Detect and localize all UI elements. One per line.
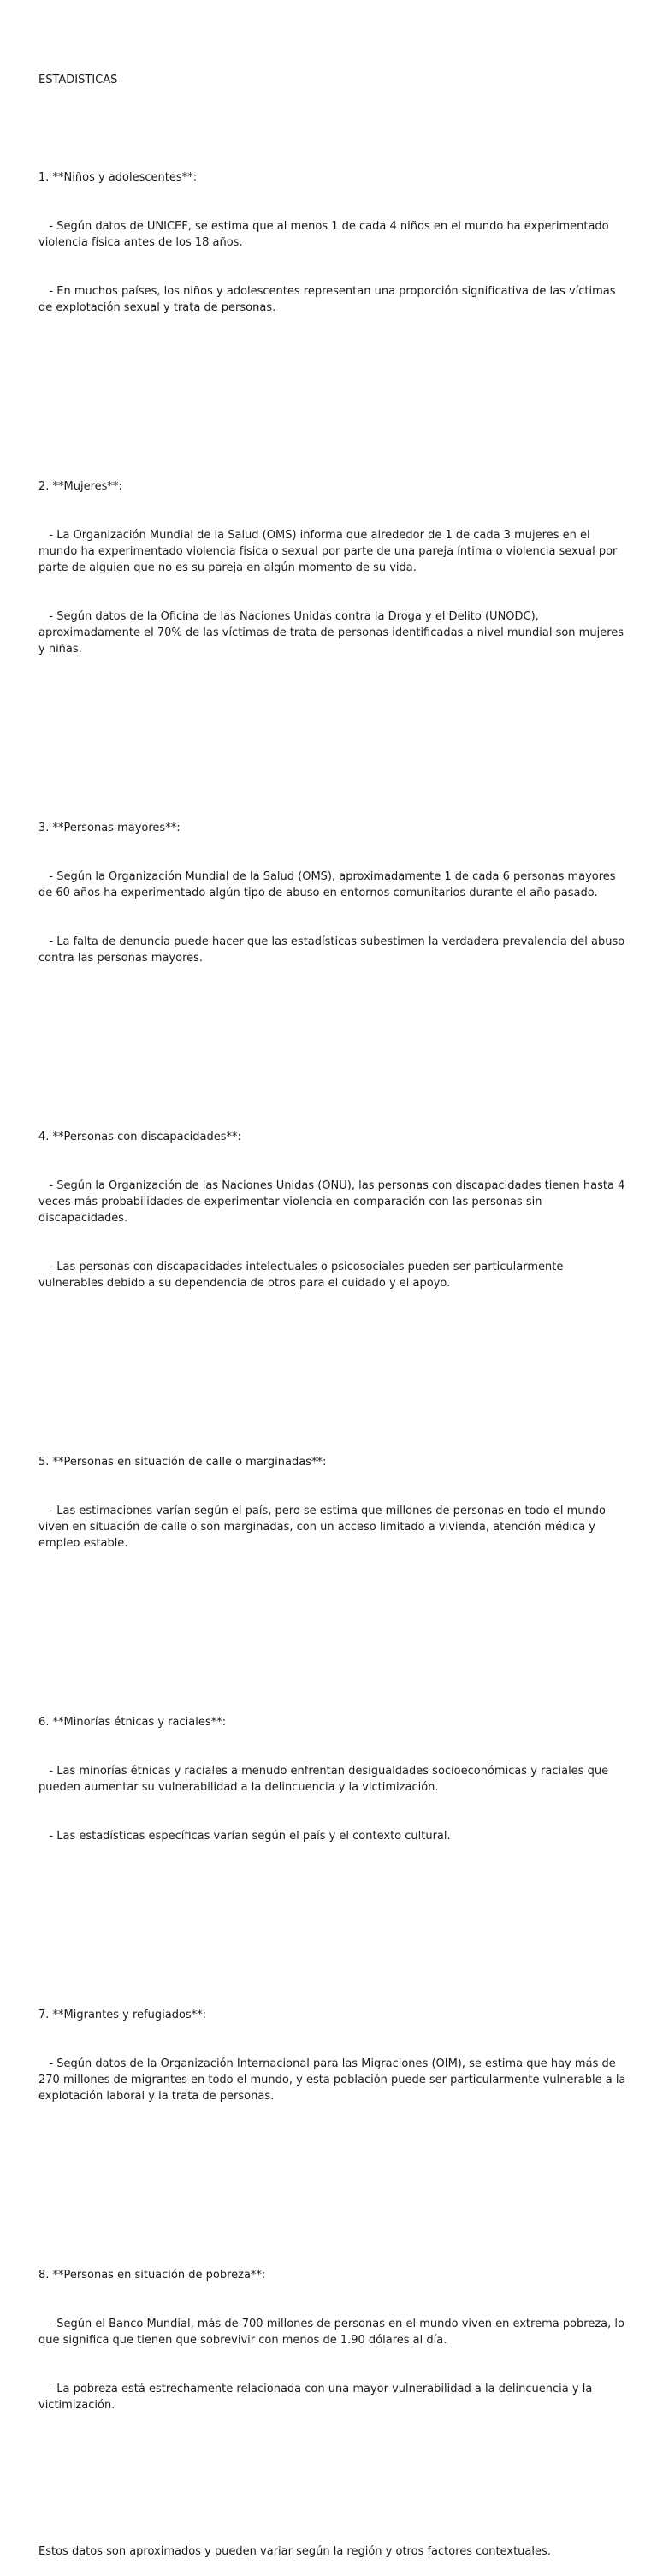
section-4 (38, 1096, 629, 1324)
blank-line (38, 2169, 629, 2186)
section-heading: 1. **Niños y adolescentes**: (38, 171, 197, 184)
section-2 (38, 446, 629, 690)
section-heading: 8. **Personas en situación de pobreza**: (38, 2269, 266, 2282)
blank-line (38, 1031, 629, 1048)
section-point: - En muchos países, los niños y adolescentes representan una proporción significativa de las víctimas de explotación sexual y trata de personas. (38, 285, 619, 314)
section-point: - La falta de denuncia puede hacer que las estadísticas subestimen la verdadera prevalencia del abuso contra las personas mayores. (38, 935, 629, 965)
blank-line (38, 722, 629, 739)
section-8 (38, 2235, 629, 2446)
closing-note: Estos datos son aproximados y pueden variar según la región y otros factores contextuales. (38, 2545, 551, 2558)
section-point: - Según el Banco Mundial, más de 700 millones de personas en el mundo viven en extrema pobreza, lo que significa que tienen que sobrevivir con menos de 1.90 dólares al día. (38, 2318, 629, 2347)
section-point: - Las estimaciones varían según el país, pero se estima que millones de personas en todo el mundo viven en situación de calle o son marginadas, con un acceso limitado a vivienda, atención médica y empleo estable. (38, 1505, 610, 1550)
blank-line (38, 2478, 629, 2495)
section-heading: 7. **Migrantes y refugiados**: (38, 2009, 207, 2021)
section-point: - Según datos de UNICEF, se estima que al menos 1 de cada 4 niños en el mundo ha experimentado violencia física antes de los 18 años. (38, 220, 613, 249)
blank-line (38, 1909, 629, 1926)
section-point: - Según la Organización Mundial de la Salud (OMS), aproximadamente 1 de cada 6 personas mayores de 60 años ha experimentado algún tipo de abuso en entornos comunitarios durante el año pasado. (38, 870, 619, 899)
blank-line (38, 1356, 629, 1373)
section-heading: 4. **Personas con discapacidades**: (38, 1131, 241, 1143)
section-1 (38, 137, 629, 348)
document-title: ESTADISTICAS (38, 74, 118, 86)
section-heading: 2. **Mujeres**: (38, 480, 122, 493)
section-point: - Las estadísticas específicas varían según el país y el contexto cultural. (38, 1830, 451, 1843)
section-point: - Según datos de la Organización Internacional para las Migraciones (OIM), se estima que hay más de 270 millones de migrantes en todo el mundo, y esta población puede ser particularmente vulnerable a la explotación laboral y la trata de personas. (38, 2057, 630, 2103)
blank-line (38, 381, 629, 397)
section-point: - Según datos de la Oficina de las Naciones Unidas contra la Droga y el Delito (UNODC), aproximadamente el 70% de las víctimas de trata de personas identificadas a nivel mundial son mujeres y niñas. (38, 610, 628, 656)
section-point: - Las personas con discapacidades intelectuales o psicosociales pueden ser particularmente vulnerables debido a su dependencia de otros para el cuidado y el apoyo. (38, 1261, 567, 1290)
section-7 (38, 1974, 629, 2137)
section-3 (38, 787, 629, 999)
section-heading: 3. **Personas mayores**: (38, 822, 181, 834)
section-5 (38, 1422, 629, 1584)
section-heading: 5. **Personas en situación de calle o marginadas**: (38, 1456, 327, 1469)
section-point: - Según la Organización de las Naciones Unidas (ONU), las personas con discapacidades tienen hasta 4 veces más probabilidades de experimentar violencia en comparación con las personas sin discapacidades. (38, 1179, 629, 1225)
section-6 (38, 1682, 629, 1877)
section-point: - La pobreza está estrechamente relacionada con una mayor vulnerabilidad a la delincuencia y la victimización. (38, 2383, 596, 2412)
blank-line (38, 1617, 629, 1633)
document-page (38, 39, 629, 2576)
section-point: - La Organización Mundial de la Salud (OMS) informa que alrededor de 1 de cada 3 mujeres en el mundo ha experimentado violencia física o sexual por parte de una pareja íntima o violencia sexual por parte de alguien que no es su pareja en algún momento de su vida. (38, 529, 621, 574)
section-point: - Las minorías étnicas y raciales a menudo enfrentan desigualdades socioeconómicas y raciales que pueden aumentar su vulnerabilidad a la delincuencia y la victimización. (38, 1765, 613, 1794)
section-heading: 6. **Minorías étnicas y raciales**: (38, 1716, 226, 1729)
